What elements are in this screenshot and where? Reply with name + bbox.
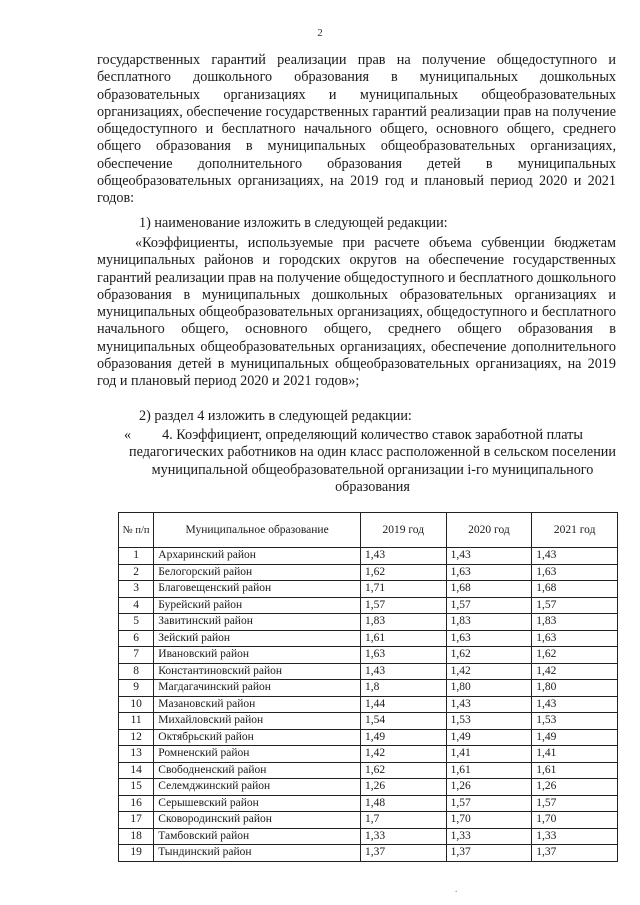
value-2019: 1,61: [360, 630, 446, 647]
amendment-item-2: 2) раздел 4 изложить в следующей редакции:: [139, 408, 412, 424]
value-2019: 1,44: [360, 696, 446, 713]
municipality-name: Тамбовский район: [154, 828, 361, 845]
row-number: 15: [119, 779, 154, 796]
coefficient-table: [118, 512, 618, 862]
municipality-name: Сковородинский район: [154, 812, 361, 829]
municipality-name: Зейский район: [154, 630, 361, 647]
row-number: 2: [119, 564, 154, 581]
value-2021: 1,57: [532, 597, 618, 614]
value-2021: 1,41: [532, 746, 618, 763]
table-row: [119, 597, 618, 614]
row-number: 8: [119, 663, 154, 680]
table-row: [119, 581, 618, 598]
row-number: 12: [119, 729, 154, 746]
value-2020: 1,49: [446, 729, 532, 746]
table-body: [119, 548, 618, 862]
value-2020: 1,57: [446, 597, 532, 614]
header-2019: 2019 год: [360, 513, 446, 548]
municipality-name: Ивановский район: [154, 647, 361, 664]
value-2020: 1,63: [446, 630, 532, 647]
header-municipality: Муниципальное образование: [154, 513, 361, 548]
row-number: 5: [119, 614, 154, 631]
value-2019: 1,63: [360, 647, 446, 664]
intro-paragraph: государственных гарантий реализации прав на получение общедоступного и бесплатного дошкольного образования в муниципальных дошкольных образовательных организациях и муниципальных общеобразовательных организациях, обеспечение государственных гарантий реализации прав на получение общедоступного и бесплатного начального общего, основного общего, среднего общего образования в муниципальных общеобразовательных организациях, обеспечение дополнительного образования детей в муниципальных общеобразовательных организациях, на 2019 год и плановый период 2020 и 2021 годов:: [97, 52, 616, 207]
value-2021: 1,68: [532, 581, 618, 598]
municipality-name: Благовещенский район: [154, 581, 361, 598]
value-2021: 1,80: [532, 680, 618, 697]
value-2019: 1,62: [360, 762, 446, 779]
value-2021: 1,61: [532, 762, 618, 779]
value-2021: 1,63: [532, 564, 618, 581]
row-number: 10: [119, 696, 154, 713]
quoted-title: «Коэффициенты, используемые при расчете объема субвенции бюджетам муниципальных районов и городских округов на обеспечение государственных гарантий реализации прав на получение общедоступного и бесплатного дошкольного образования в муниципальных дошкольных образовательных организациях и муниципальных общеобразовательных организациях, общедоступного и бесплатного начального общего, основного общего, среднего общего образования в муниципальных общеобразовательных организациях, обеспечение дополнительного образования детей в муниципальных общеобразовательных организациях, на 2019 год и плановый период 2020 и 2021 годов»;: [97, 235, 616, 390]
table-row: [119, 746, 618, 763]
municipality-name: Михайловский район: [154, 713, 361, 730]
value-2021: 1,53: [532, 713, 618, 730]
table-row: [119, 762, 618, 779]
value-2021: 1,42: [532, 663, 618, 680]
value-2019: 1,71: [360, 581, 446, 598]
table-row: [119, 663, 618, 680]
value-2021: 1,49: [532, 729, 618, 746]
value-2019: 1,8: [360, 680, 446, 697]
table-row: [119, 630, 618, 647]
municipality-name: Серышевский район: [154, 795, 361, 812]
municipality-name: Магдагачинский район: [154, 680, 361, 697]
row-number: 1: [119, 548, 154, 565]
amendment-item-1: 1) наименование изложить в следующей редакции:: [139, 215, 448, 231]
municipality-name: Белогорский район: [154, 564, 361, 581]
table-row: [119, 713, 618, 730]
value-2019: 1,49: [360, 729, 446, 746]
value-2021: 1,70: [532, 812, 618, 829]
table-row: [119, 845, 618, 862]
value-2021: 1,57: [532, 795, 618, 812]
value-2021: 1,26: [532, 779, 618, 796]
table-row: [119, 680, 618, 697]
row-number: 16: [119, 795, 154, 812]
municipality-name: Свободненский район: [154, 762, 361, 779]
value-2021: 1,33: [532, 828, 618, 845]
value-2020: 1,53: [446, 713, 532, 730]
municipality-name: Октябрьский район: [154, 729, 361, 746]
municipality-name: Бурейский район: [154, 597, 361, 614]
value-2021: 1,43: [532, 548, 618, 565]
header-2020: 2020 год: [446, 513, 532, 548]
municipality-name: Ромненский район: [154, 746, 361, 763]
row-number: 14: [119, 762, 154, 779]
municipality-name: Архаринский район: [154, 548, 361, 565]
value-2019: 1,7: [360, 812, 446, 829]
value-2019: 1,33: [360, 828, 446, 845]
table-row: [119, 696, 618, 713]
value-2019: 1,54: [360, 713, 446, 730]
page-number: 2: [317, 27, 323, 39]
row-number: 19: [119, 845, 154, 862]
value-2019: 1,37: [360, 845, 446, 862]
row-number: 11: [119, 713, 154, 730]
value-2020: 1,33: [446, 828, 532, 845]
municipality-name: Завитинский район: [154, 614, 361, 631]
value-2019: 1,43: [360, 663, 446, 680]
row-number: 6: [119, 630, 154, 647]
value-2020: 1,26: [446, 779, 532, 796]
value-2019: 1,43: [360, 548, 446, 565]
row-number: 4: [119, 597, 154, 614]
value-2019: 1,48: [360, 795, 446, 812]
value-2019: 1,62: [360, 564, 446, 581]
value-2019: 1,26: [360, 779, 446, 796]
value-2021: 1,62: [532, 647, 618, 664]
row-number: 9: [119, 680, 154, 697]
table-row: [119, 812, 618, 829]
row-number: 18: [119, 828, 154, 845]
municipality-name: Константиновский район: [154, 663, 361, 680]
value-2021: 1,37: [532, 845, 618, 862]
footer-mark: .: [455, 884, 458, 894]
row-number: 7: [119, 647, 154, 664]
value-2020: 1,68: [446, 581, 532, 598]
value-2019: 1,83: [360, 614, 446, 631]
table-row: [119, 548, 618, 565]
value-2020: 1,80: [446, 680, 532, 697]
row-number: 13: [119, 746, 154, 763]
value-2021: 1,43: [532, 696, 618, 713]
value-2020: 1,41: [446, 746, 532, 763]
row-number: 3: [119, 581, 154, 598]
value-2020: 1,62: [446, 647, 532, 664]
municipality-name: Селемджинский район: [154, 779, 361, 796]
value-2020: 1,70: [446, 812, 532, 829]
value-2020: 1,43: [446, 548, 532, 565]
header-number: № п/п: [119, 513, 154, 548]
row-number: 17: [119, 812, 154, 829]
value-2021: 1,83: [532, 614, 618, 631]
municipality-name: Тындинский район: [154, 845, 361, 862]
value-2020: 1,63: [446, 564, 532, 581]
value-2020: 1,57: [446, 795, 532, 812]
section-heading: 4. Коэффициент, определяющий количество ставок заработной платы педагогических работников на один класс расположенной в сельском поселении муниципальной общеобразовательной организации i-го муниципального образования: [129, 427, 616, 495]
value-2020: 1,42: [446, 663, 532, 680]
table-row: [119, 795, 618, 812]
value-2019: 1,57: [360, 597, 446, 614]
value-2020: 1,37: [446, 845, 532, 862]
table-row: [119, 729, 618, 746]
value-2019: 1,42: [360, 746, 446, 763]
value-2020: 1,61: [446, 762, 532, 779]
municipality-name: Мазановский район: [154, 696, 361, 713]
value-2020: 1,83: [446, 614, 532, 631]
value-2021: 1,63: [532, 630, 618, 647]
table-row: [119, 828, 618, 845]
table-row: [119, 614, 618, 631]
header-2021: 2021 год: [532, 513, 618, 548]
table-row: [119, 779, 618, 796]
table-header-row: [119, 513, 618, 548]
opening-quote-mark: «: [124, 427, 132, 443]
table-row: [119, 564, 618, 581]
value-2020: 1,43: [446, 696, 532, 713]
table-row: [119, 647, 618, 664]
